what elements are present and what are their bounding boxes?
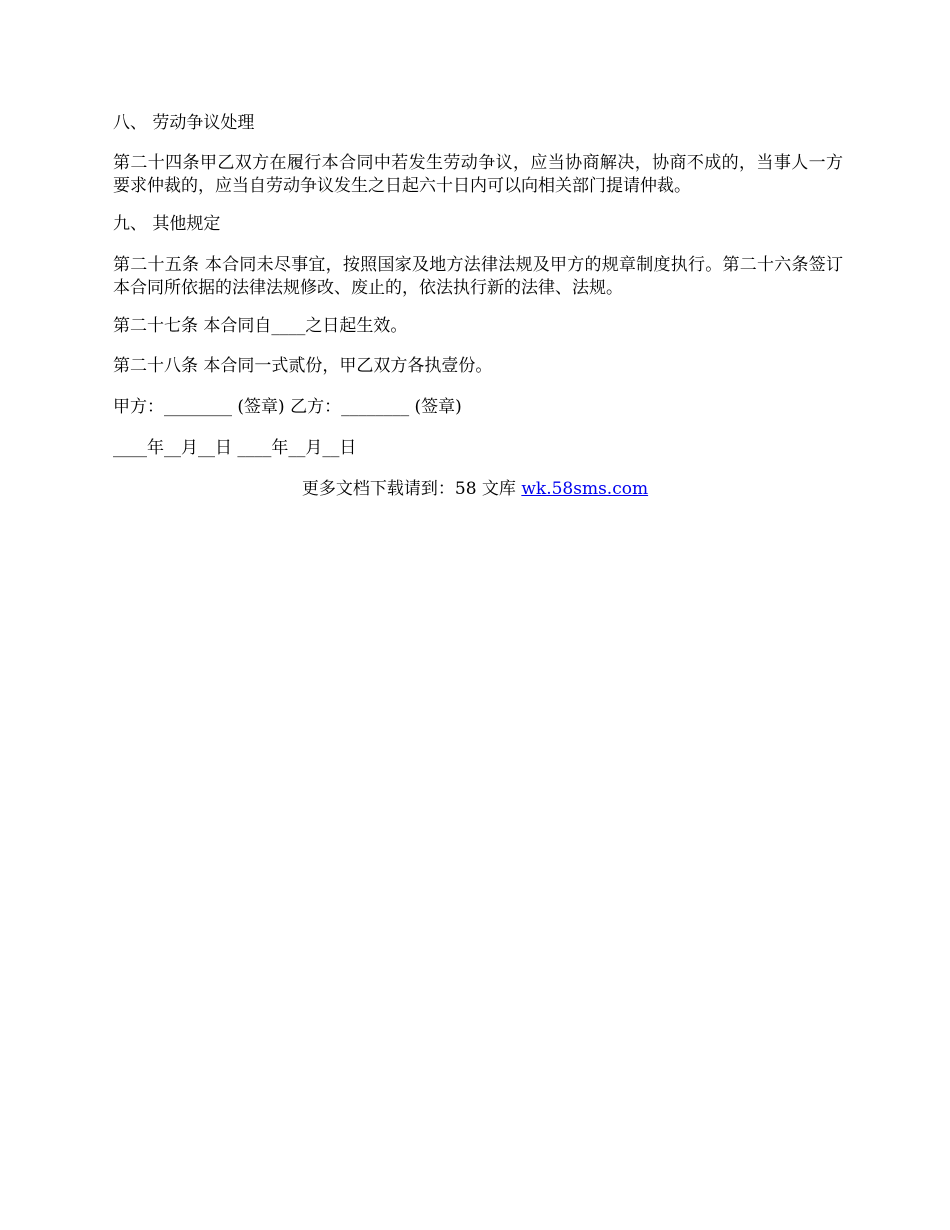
article-25-26-paragraph: 第二十五条 本合同未尽事宜，按照国家及地方法律法规及甲方的规章制度执行。第二十六条签订本合同所依据的法律法规修改、废止的，依法执行新的法律、法规。 (113, 255, 843, 298)
article-27-paragraph: 第二十七条 本合同自____之日起生效。 (113, 316, 408, 336)
article-28-paragraph: 第二十八条 本合同一式贰份，甲乙双方各执壹份。 (113, 356, 493, 376)
footer-prefix: 更多文档下载请到：58 文库 (301, 479, 522, 499)
section-8-heading: 八、 劳动争议处理 (113, 113, 255, 133)
footer-note (0, 478, 950, 501)
article-24-paragraph: 第二十四条甲乙双方在履行本合同中若发生劳动争议，应当协商解决，协商不成的，当事人一方要求仲裁的，应当自劳动争议发生之日起六十日内可以向相关部门提请仲裁。 (113, 153, 843, 196)
signature-line: 甲方：________ (签章) 乙方：________ (签章) (113, 397, 462, 417)
section-9-heading: 九、 其他规定 (113, 214, 221, 234)
footer-link[interactable]: wk.58sms.com (521, 479, 649, 499)
date-line: ____年__月__日 ____年__月__日 (113, 438, 357, 458)
